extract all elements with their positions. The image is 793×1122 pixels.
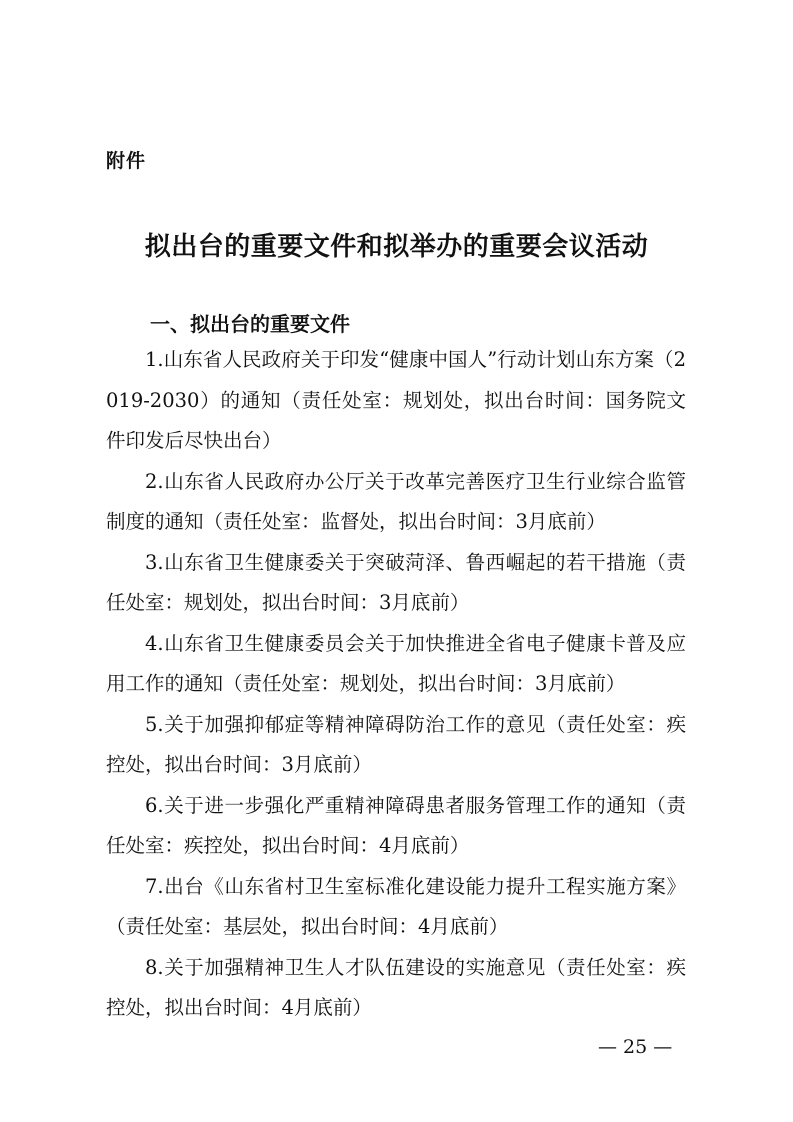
list-item: 1.山东省人民政府关于印发“健康中国人”行动计划山东方案（2019-2030）的通知（责任处室：规划处，拟出台时间：国务院文件印发后尽快出台） <box>106 348 686 452</box>
page-number: — 25 — <box>598 1036 673 1058</box>
document-title: 拟出台的重要文件和拟举办的重要会议活动 <box>144 232 649 262</box>
list-item: 5.关于加强抑郁症等精神障碍防治工作的意见（责任处室：疾控处，拟出台时间：3月底前） <box>106 712 686 776</box>
section-heading: 一、拟出台的重要文件 <box>150 312 350 336</box>
list-item: 2.山东省人民政府办公厅关于改革完善医疗卫生行业综合监管制度的通知（责任处室：监督处，拟出台时间：3月底前） <box>106 469 686 533</box>
list-item: 8.关于加强精神卫生人才队伍建设的实施意见（责任处室：疾控处，拟出台时间：4月底前） <box>106 955 686 1019</box>
document-list <box>106 340 686 1029</box>
list-item: 7.出台《山东省村卫生室标准化建设能力提升工程实施方案》（责任处室：基层处，拟出台时间：4月底前） <box>106 874 686 938</box>
list-item: 4.山东省卫生健康委员会关于加快推进全省电子健康卡普及应用工作的通知（责任处室：规划处，拟出台时间：3月底前） <box>106 631 686 695</box>
list-item: 3.山东省卫生健康委关于突破菏泽、鲁西崛起的若干措施（责任处室：规划处，拟出台时间：3月底前） <box>106 550 686 614</box>
list-item: 6.关于进一步强化严重精神障碍患者服务管理工作的通知（责任处室：疾控处，拟出台时间：4月底前） <box>106 793 686 857</box>
attachment-label: 附件 <box>106 150 147 172</box>
